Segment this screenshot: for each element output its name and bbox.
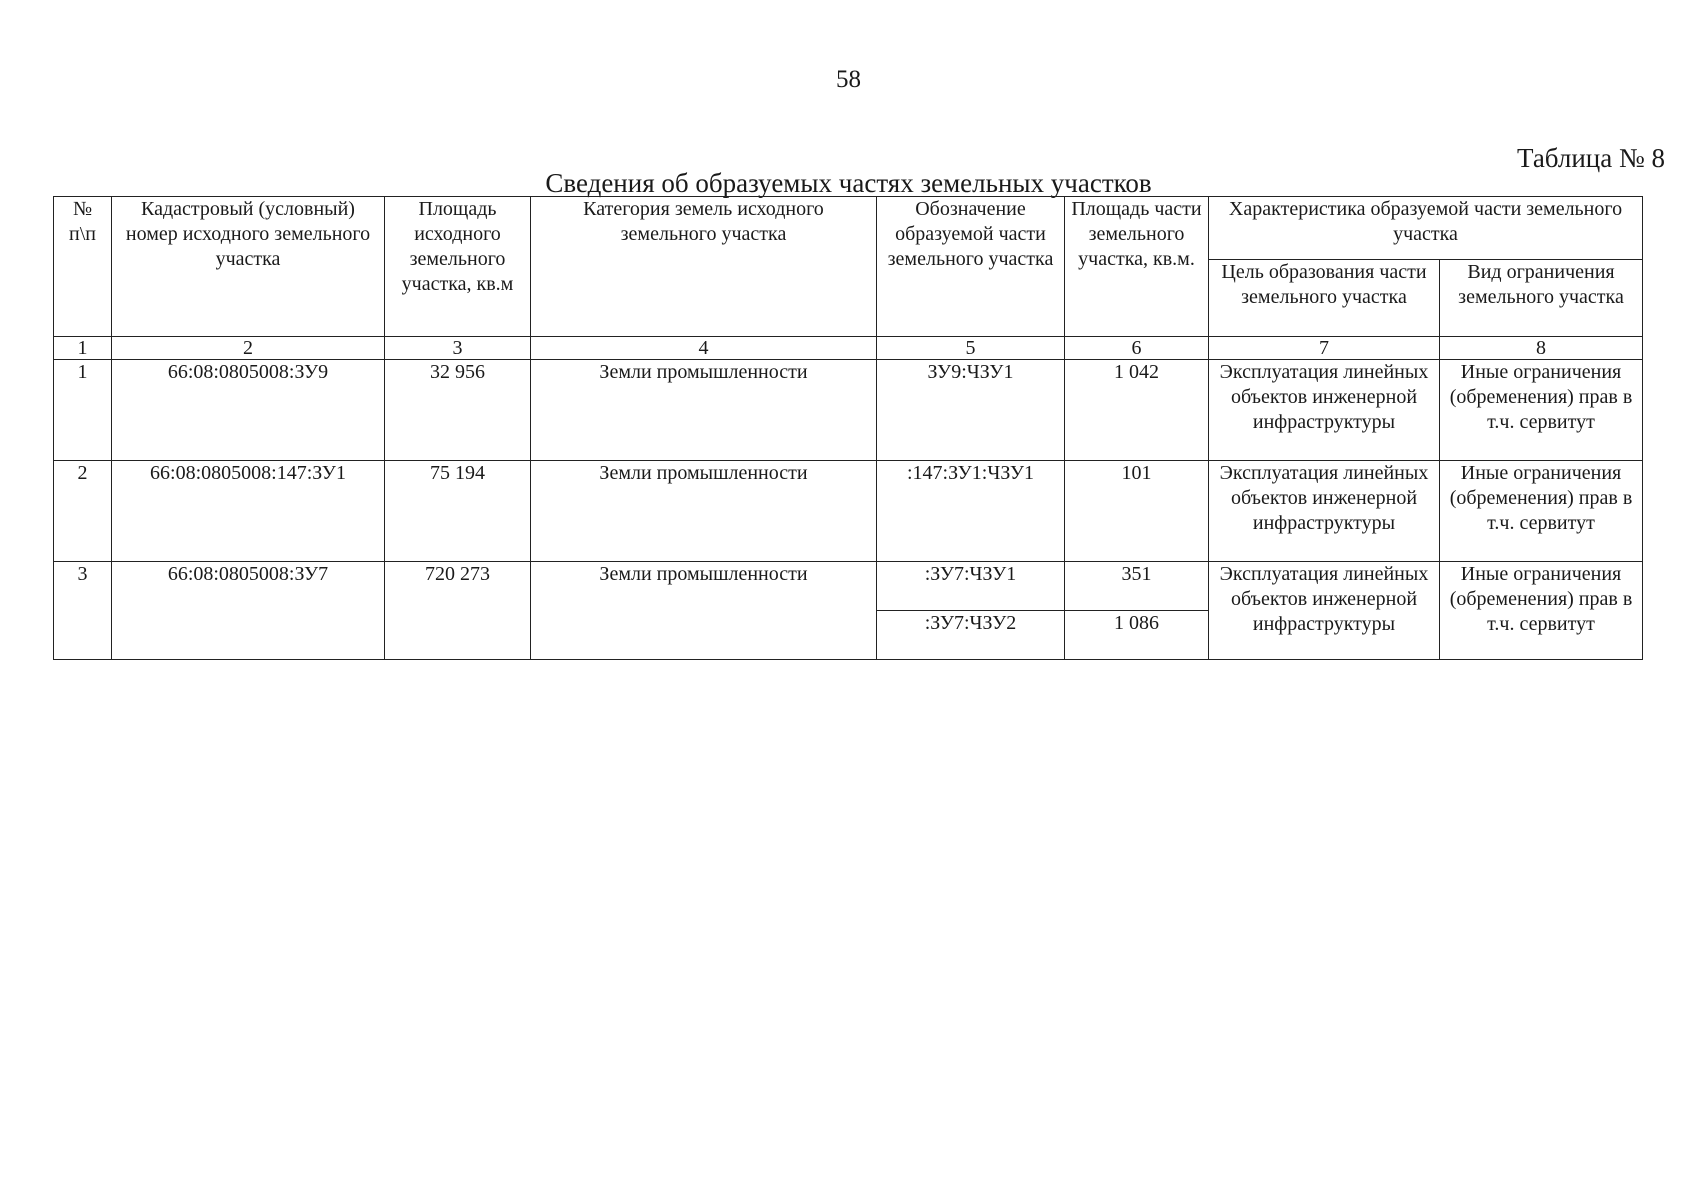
land-category: Земли промышленности	[531, 461, 877, 562]
restriction: Иные ограничения (обременения) прав в т.ч. сервитут	[1440, 562, 1643, 660]
land-parts-table	[53, 196, 1643, 660]
header-row-1	[54, 197, 1643, 260]
part-area: 1 086	[1065, 611, 1209, 660]
purpose: Эксплуатация линейных объектов инженерной инфраструктуры	[1209, 562, 1440, 660]
table-title	[0, 168, 1697, 199]
cadastral-number: 66:08:0805008:ЗУ9	[112, 360, 385, 461]
column-number: 8	[1440, 337, 1643, 360]
restriction: Иные ограничения (обременения) прав в т.ч. сервитут	[1440, 461, 1643, 562]
header-num: № п\п	[54, 197, 112, 337]
part-area: 351	[1065, 562, 1209, 611]
restriction: Иные ограничения (обременения) прав в т.ч. сервитут	[1440, 360, 1643, 461]
part-designation: :147:ЗУ1:ЧЗУ1	[877, 461, 1065, 562]
page-number: 58	[836, 66, 861, 93]
part-designation: ЗУ9:ЧЗУ1	[877, 360, 1065, 461]
header-part-area: Площадь части земельного участка, кв.м.	[1065, 197, 1209, 337]
purpose: Эксплуатация линейных объектов инженерной инфраструктуры	[1209, 360, 1440, 461]
header-part-designation: Обозначение образуемой части земельного участка	[877, 197, 1065, 337]
cadastral-number: 66:08:0805008:147:ЗУ1	[112, 461, 385, 562]
part-designation: :ЗУ7:ЧЗУ2	[877, 611, 1065, 660]
purpose: Эксплуатация линейных объектов инженерной инфраструктуры	[1209, 461, 1440, 562]
source-area: 75 194	[385, 461, 531, 562]
column-numbers-row	[54, 337, 1643, 360]
header-purpose: Цель образования части земельного участка	[1209, 260, 1440, 337]
column-number: 4	[531, 337, 877, 360]
column-number: 3	[385, 337, 531, 360]
column-number: 7	[1209, 337, 1440, 360]
cadastral-number: 66:08:0805008:ЗУ7	[112, 562, 385, 660]
column-number: 5	[877, 337, 1065, 360]
header-characteristic: Характеристика образуемой части земельного участка	[1209, 197, 1643, 260]
table-row	[54, 360, 1643, 461]
table-title-text: Сведения об образуемых частях земельных участков	[545, 168, 1152, 198]
header-restriction: Вид ограничения земельного участка	[1440, 260, 1643, 337]
header-category: Категория земель исходного земельного участка	[531, 197, 877, 337]
row-num: 2	[54, 461, 112, 562]
land-category: Земли промышленности	[531, 562, 877, 660]
row-num: 1	[54, 360, 112, 461]
table-row	[54, 562, 1643, 611]
column-number: 1	[54, 337, 112, 360]
table-label: Таблица № 8	[1517, 143, 1665, 173]
land-category: Земли промышленности	[531, 360, 877, 461]
header-cadastral: Кадастровый (условный) номер исходного земельного участка	[112, 197, 385, 337]
part-designation: :ЗУ7:ЧЗУ1	[877, 562, 1065, 611]
column-number: 6	[1065, 337, 1209, 360]
row-num: 3	[54, 562, 112, 660]
part-area: 101	[1065, 461, 1209, 562]
part-area: 1 042	[1065, 360, 1209, 461]
source-area: 32 956	[385, 360, 531, 461]
header-source-area: Площадь исходного земельного участка, кв.м	[385, 197, 531, 337]
table-row	[54, 461, 1643, 562]
source-area: 720 273	[385, 562, 531, 660]
column-number: 2	[112, 337, 385, 360]
